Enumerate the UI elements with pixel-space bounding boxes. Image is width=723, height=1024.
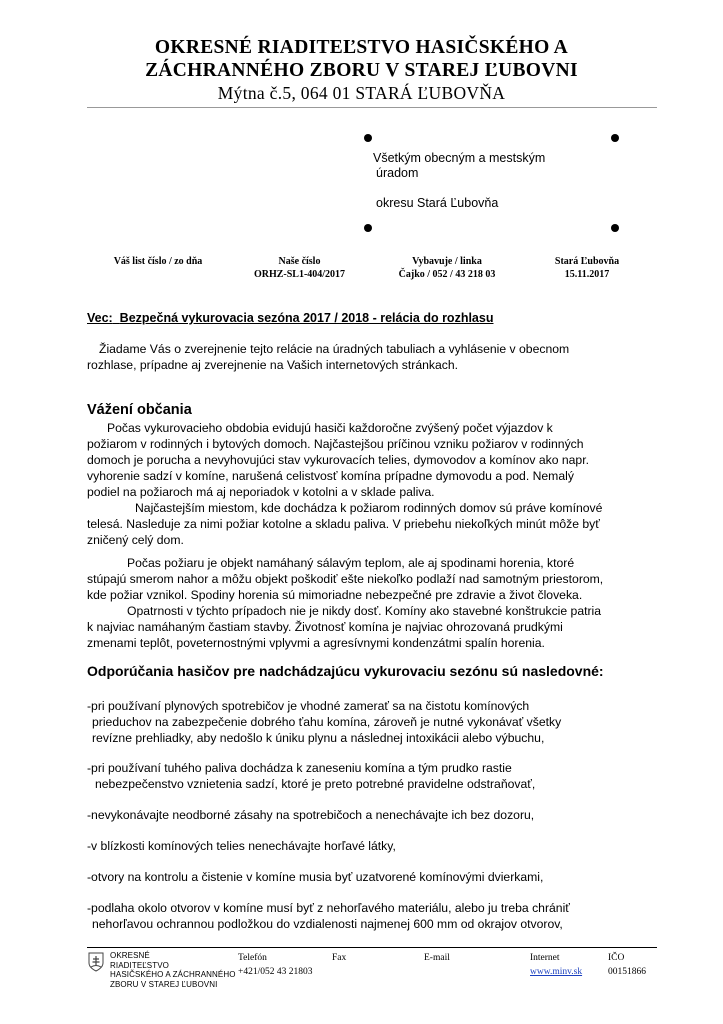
footer-divider [87,947,657,948]
footer-logo-line: HASIČSKÉHO A ZÁCHRANNÉHO [110,970,236,979]
recommendation-item-1 [87,698,647,746]
header-divider [87,107,657,108]
body-line: k najviac namáhaným častiam stavby. Životnosť komína je najviac ohrozovaná prudkými [87,620,563,634]
recommendation-line: -pri používaní tuhého paliva dochádza k zaneseniu komína a tým prudko rastie [87,761,512,775]
footer-fax-label: Fax [332,953,347,963]
header-title-line1: OKRESNÉ RIADITEĽSTVO HASIČSKÉHO A [154,37,569,58]
coat-of-arms-icon [88,952,104,972]
greeting-heading: Vážení občania [87,402,192,418]
footer-ico-label: IČO [608,953,625,963]
recommendation-item-4 [87,838,647,854]
footer-internet-label: Internet [530,953,560,963]
body-line: Najčastejším miestom, kde dochádza k požiarom rodinných domov sú práve komínové [135,501,603,515]
footer-logo-line: ZBORU V STAREJ ĽUBOVNI [110,979,218,989]
body-line: vyhorenie sadzí v komíne, narušená celistvosť komína prípadne dymovodu a pod. Nemalý [87,469,574,483]
recommendation-line: -nevykonávajte neodborné zásahy na spotrebičoch a nenechávajte ich bez dozoru, [87,808,535,822]
recommendation-item-5 [87,869,647,885]
body-line: zmenami teplôt, poveternostnými vplyvmi a agresívnymi kondenzátmi spalín horenia. [87,636,545,650]
footer-internet-link[interactable]: www.minv.sk [530,967,583,977]
recommendation-line: nehorľavou ochrannou podložkou do vzdialenosti najmenej 600 mm od okrajov otvorov, [92,917,563,931]
meta-your-letter [88,255,228,268]
body-line: Opatrnosti v týchto prípadoch nie je nikdy dosť. Komíny ako stavebné konštrukcie patria [127,604,602,618]
subject-text: Bezpečná vykurovacia sezóna 2017 / 2018 - relácia do rozhlasu [119,311,494,325]
body-paragraph-1 [87,420,647,548]
body-line: domoch je porucha a nevyhovujúci stav vykurovacích telies, dymovodov a komínov ako napr. [87,453,589,467]
body-line: Počas požiaru je objekt namáhaný sálavým teplom, ale aj spodinami horenia, ktoré [127,556,575,570]
footer-logo-line: OKRESNÉ [110,951,150,960]
meta-place-date [527,255,647,281]
subject-line [87,311,493,325]
recommendation-line: nebezpečenstvo vznietenia sadzí, ktoré je preto potrebné pravidelne odstraňovať, [95,777,536,791]
recommendation-line: prieduchov na zabezpečenie dobrého ťahu komína, zároveň je nutné vykonávať všetky [92,715,562,729]
footer-phone-value: +421/052 43 21803 [238,967,313,977]
meta-handler-label: Vybavuje / linka [412,256,482,267]
recipient-line2: úradom [376,166,419,180]
intro-paragraph [87,341,647,373]
recipient-line1: Všetkým obecným a mestským [373,151,546,165]
recommendation-item-6 [87,900,647,932]
intro-line: Žiadame Vás o zverejnenie tejto relácie na úradných tabuliach a vyhlásenie v obecnom [99,342,570,356]
recommendation-line: -pri používaní plynových spotrebičov je vhodné zamerať sa na čistotu komínových [87,699,530,713]
meta-date-value: 15.11.2017 [564,269,610,280]
recommendation-line: -otvory na kontrolu a čistenie v komíne musia byť uzatvorené komínovými dvierkami, [87,870,544,884]
body-line: kde požiar vznikol. Spodiny horenia sú mimoriadne nebezpečné pre zdravie a život človeka. [87,588,583,602]
meta-our-number-value: ORHZ-SL1-404/2017 [253,269,346,280]
body-line: telesá. Nasleduje za nimi požiar kotolne a skladu paliva. V priebehu niekoľkých minút môže byť [87,517,600,531]
body-line: stúpajú smerom nahor a môžu objekt poškodiť ešte niekoľko podlaží nad samotným priestorom, [87,572,604,586]
body-line: zničený celý dom. [87,533,184,547]
footer-email-label: E-mail [424,953,450,963]
footer-ico-value: 00151866 [608,967,646,977]
recommendation-item-2 [87,760,647,792]
footer-logo-line: RIADITEĽSTVO [110,960,169,970]
corner-mark-top-right [611,134,619,142]
recommendations-heading: Odporúčania hasičov pre nadchádzajúcu vykurovaciu sezónu sú nasledovné: [87,663,604,679]
body-line: podiel na požiaroch má aj neporiadok v kotolni a v sklade paliva. [87,485,435,499]
corner-mark-bottom-right [611,224,619,232]
body-line: Počas vykurovacieho obdobia evidujú hasiči každoročne zvýšený počet výjazdov k [107,421,553,435]
footer-phone-label: Telefón [238,953,267,963]
recommendation-item-3 [87,807,647,823]
meta-our-number-label: Naše číslo [278,256,321,267]
recipient-line3: okresu Stará Ľubovňa [376,196,499,210]
meta-handler [372,255,522,281]
header-title-line2: ZÁCHRANNÉHO ZBORU V STAREJ ĽUBOVNI [145,60,578,81]
body-paragraph-2 [87,555,647,651]
meta-your-letter-label: Váš list číslo / zo dňa [113,256,203,267]
footer-logo-text [110,951,236,989]
meta-handler-value: Čajko / 052 / 43 218 03 [398,269,496,280]
corner-mark-top-left [364,134,372,142]
meta-place-label: Stará Ľubovňa [554,256,620,267]
intro-line: rozhlase, prípadne aj zverejnenie na Vašich internetových stránkach. [87,358,459,372]
header-address: Mýtna č.5, 064 01 STARÁ ĽUBOVŇA [217,83,506,103]
body-line: požiarom v rodinných i bytových domoch. Najčastejšou príčinou vzniku požiarov v rodinných [87,437,584,451]
corner-mark-bottom-left [364,224,372,232]
subject-prefix: Vec: [87,311,113,325]
meta-our-number [232,255,367,281]
recommendation-line: -podlaha okolo otvorov v komíne musí byť z nehorľavého materiálu, alebo ju treba chrániť [87,901,570,915]
recommendation-line: -v blízkosti komínových telies nenechávajte horľavé látky, [87,839,396,853]
recommendation-line: revízne prehliadky, aby nedošlo k úniku plynu a následnej intoxikácii alebo výbuchu, [92,731,545,745]
